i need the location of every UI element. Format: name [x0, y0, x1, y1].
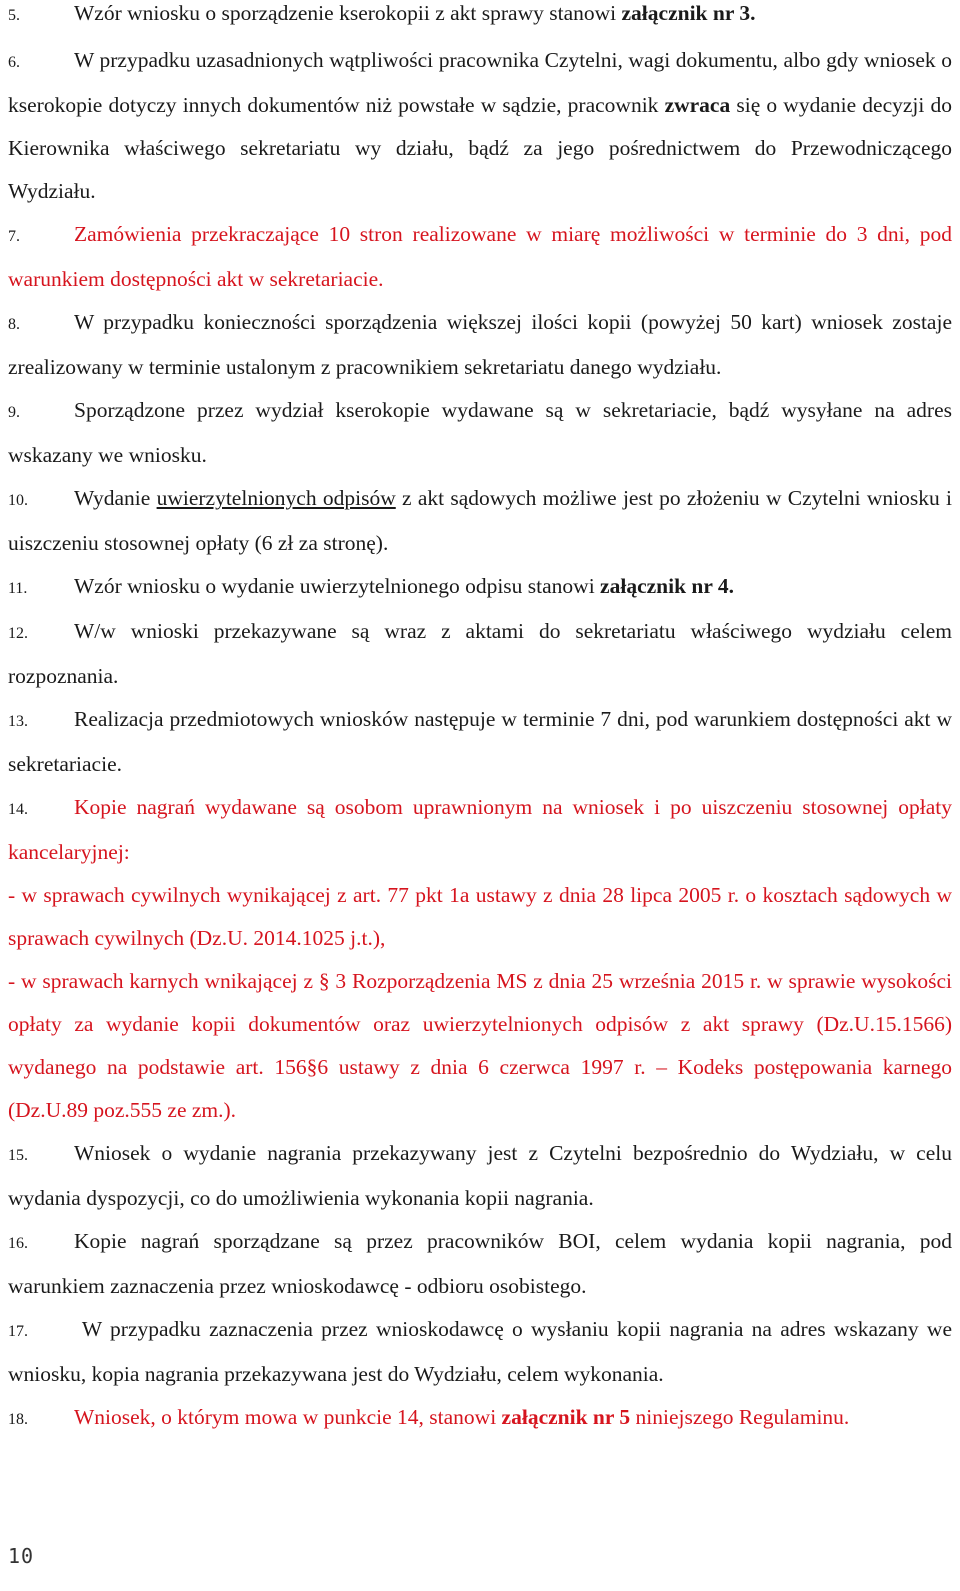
- item-number: 12.: [8, 625, 28, 642]
- paragraph-15: 15. Wniosek o wydanie nagrania przekazywany jest z Czytelni bezpośrednio do Wydziału, w celu wydania dyspozycji, co do umożliwienia wykonania kopii nagrania.: [8, 1132, 952, 1220]
- item-number: 16.: [8, 1235, 28, 1252]
- paragraph-12: 12. W/w wnioski przekazywane są wraz z aktami do sekretariatu właściwego wydziału celem rozpoznania.: [8, 610, 952, 698]
- paragraph-14: 14. Kopie nagrań wydawane są osobom uprawnionym na wniosek i po uiszczeniu stosownej opłaty kancelaryjnej:: [8, 786, 952, 874]
- item-number: 14.: [8, 801, 28, 818]
- paragraph-14-criminal: - w sprawach karnych wnikającej z § 3 Rozporządzenia MS z dnia 25 września 2015 r. w sprawie wysokości opłaty za wydanie kopii dokumentów oraz uwierzytelnionych odpisów z akt sprawy (Dz.U.15.1566) wydanego na podstawie art. 156§6 ustawy z dnia 6 czerwca 1997 r. – Kodeks postępowania karnego (Dz.U.89 poz.555 ze zm.).: [8, 969, 952, 1122]
- item-number: 6.: [8, 54, 20, 71]
- item-number: 7.: [8, 228, 20, 245]
- paragraph-5: 5. Wzór wniosku o sporządzenie kserokopii z akt sprawy stanowi załącznik nr 3.: [8, 0, 952, 29]
- item-number: 9.: [8, 404, 20, 421]
- paragraph-17: 17. W przypadku zaznaczenia przez wnioskodawcę o wysłaniu kopii nagrania na adres wskazany we wniosku, kopia nagrania przekazywana jest do Wydziału, celem wykonania.: [8, 1308, 952, 1396]
- page-number: 10: [8, 1544, 35, 1568]
- item-number: 17.: [8, 1323, 28, 1340]
- document-page: [8, 0, 952, 1441]
- paragraph-8: 8. W przypadku konieczności sporządzenia większej ilości kopii (powyżej 50 kart) wniosek zostaje zrealizowany w terminie ustalonym z pracownikiem sekretariatu danego wydziału.: [8, 301, 952, 389]
- paragraph-13: 13. Realizacja przedmiotowych wniosków następuje w terminie 7 dni, pod warunkiem dostępności akt w sekretariacie.: [8, 698, 952, 786]
- item-number: 10.: [8, 492, 28, 509]
- paragraph-11: 11. Wzór wniosku o wydanie uwierzytelnionego odpisu stanowi załącznik nr 4.: [8, 565, 952, 610]
- item-number: 5.: [8, 7, 20, 24]
- paragraph-14-civil: - w sprawach cywilnych wynikającej z art. 77 pkt 1a ustawy z dnia 28 lipca 2005 r. o kosztach sądowych w sprawach cywilnych (Dz.U. 2014.1025 j.t.),: [8, 883, 952, 950]
- paragraph-16: 16. Kopie nagrań sporządzane są przez pracowników BOI, celem wydania kopii nagrania, pod warunkiem zaznaczenia przez wnioskodawcę - odbioru osobistego.: [8, 1220, 952, 1308]
- paragraph-9: 9. Sporządzone przez wydział kserokopie wydawane są w sekretariacie, bądź wysyłane na adres wskazany we wniosku.: [8, 389, 952, 477]
- item-number: 11.: [8, 580, 28, 597]
- paragraph-10: 10. Wydanie uwierzytelnionych odpisów z akt sądowych możliwe jest po złożeniu w Czytelni wniosku i uiszczeniu stosownej opłaty (6 zł za stronę).: [8, 477, 952, 565]
- paragraph-6: 6. W przypadku uzasadnionych wątpliwości pracownika Czytelni, wagi dokumentu, albo gdy wniosek o kserokopie dotyczy innych dokumentów niż powstałe w sądzie, pracownik zwraca się o wydanie decyzji do Kierownika właściwego sekretariatu wy działu, bądź za jego pośrednictwem do Przewodniczącego Wydziału.: [8, 39, 952, 213]
- paragraph-18: 18. Wniosek, o którym mowa w punkcie 14, stanowi załącznik nr 5 niniejszego Regulaminu.: [8, 1396, 952, 1441]
- item-number: 8.: [8, 316, 20, 333]
- item-number: 13.: [8, 713, 28, 730]
- item-number: 15.: [8, 1147, 28, 1164]
- item-number: 18.: [8, 1411, 28, 1428]
- paragraph-7: 7. Zamówienia przekraczające 10 stron realizowane w miarę możliwości w terminie do 3 dni, pod warunkiem dostępności akt w sekretariacie.: [8, 213, 952, 301]
